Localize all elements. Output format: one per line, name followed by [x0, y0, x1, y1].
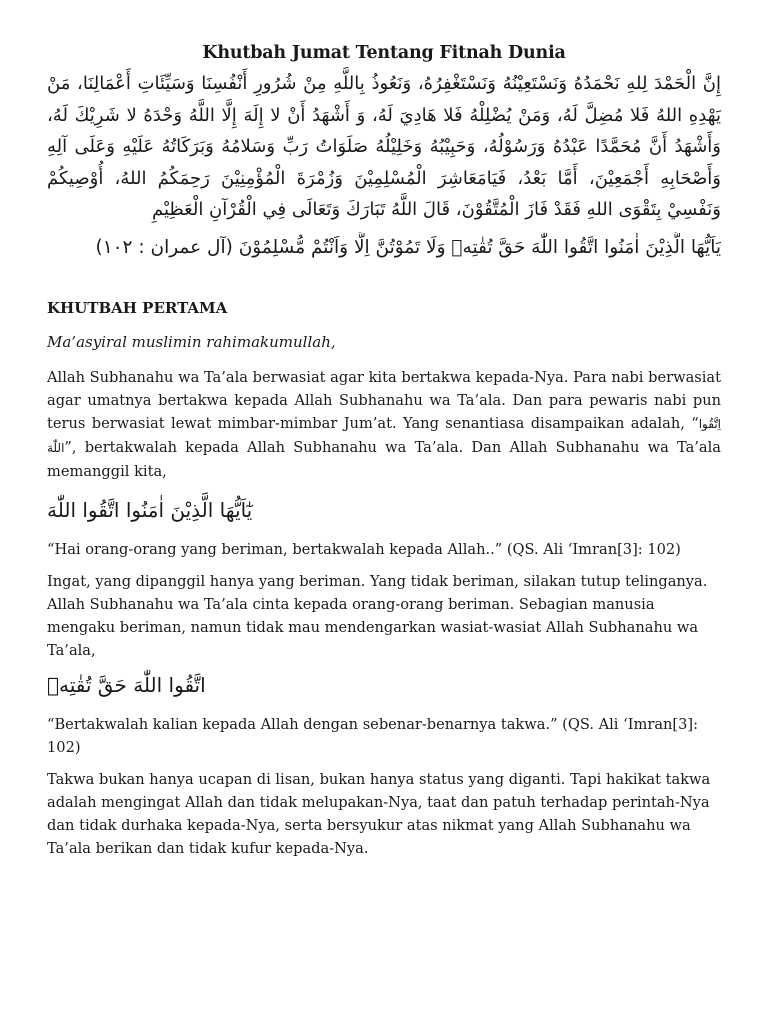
paragraph-text: ”, bertakwalah kepada Allah Subhanahu wa Ta’ala. Dan Allah Subhanahu wa Ta’ala memanggil kita, — [47, 438, 721, 480]
inline-arabic-ittaqullah: اِتَّقُوا اللّٰهَ — [47, 416, 721, 455]
verse-block — [47, 668, 721, 702]
verse-arabic: يٰٓاَيُّهَا الَّذِيْنَ اٰمَنُوا اتَّقُوا اللّٰهَ — [47, 497, 253, 522]
paragraph-taqwa-intro — [47, 366, 721, 483]
paragraph-text: Allah Subhanahu wa Ta’ala berwasiat agar kita bertakwa kepada-Nya. Para nabi berwasiat agar umatnya bertakwa kepada Allah Subhanahu wa Ta’ala. Dan para pewaris nabi pun terus berwasiat lewat mimbar-mimbar Jum’at. Yang senantiasa disampaikan adalah, “ — [47, 368, 721, 432]
opening-arabic-prayer: إِنَّ الْحَمْدَ لِلهِ نَحْمَدُهُ وَنَسْتَعِيْنُهُ وَنَسْتَغْفِرُهُ، وَنَعُوذُ بِاللَّهِ مِنْ شُرُورِ أَنْفُسِنَا وَسَيِّئَاتِ أَعْمَالِنَا، مَنْ يَهْدِهِ اللهُ فَلا مُضِلَّ لَهُ، وَمَنْ يُضْلِلْهُ فَلا هَادِيَ لَهُ، وَ أَشْهَدُ أَنْ لا إِلَهَ إِلَّا اللَّهُ وَحْدَهُ لا شَرِيْكَ لَهُ، وَأَشْهَدُ أَنَّ مُحَمَّدًا عَبْدُهُ وَرَسُوْلُهُ، وَحَبِيْبُهُ وَخَلِيْلُهُ صَلَوَاتُ رَبِّ وَسَلامُهُ وَبَرَكَاتُهُ عَلَيْهِ وَعَلَى آلِهِ وَأَصْحَابِهِ أَجْمَعِيْنَ، أَمَّا بَعْدُ، فَيَامَعَاشِرَ الْمُسْلِمِيْنَ وَزُمْرَةَ الْمُؤْمِنِيْنَ رَحِمَكُمُ اللهُ، أُوْصِيكُمْ وَنَفْسِيْ بِتَقْوَى اللهِ فَقَدْ فَازَ الْمُتَّقُوْنَ، قَالَ اللَّهُ تَبَارَكَ وَتَعَالَى فِي الْقُرْآنِ الْعَظِيْمِ — [47, 73, 721, 220]
spacer — [47, 264, 721, 297]
verse-translation: “Hai orang-orang yang beriman, bertakwalah kepada Allah..” (QS. Ali ‘Imran[3]: 102) — [47, 540, 681, 558]
document-page — [47, 40, 721, 860]
verse-arabic: اتَّقُوا اللّٰهَ حَقَّ تُقٰتِهٖ — [47, 672, 206, 697]
section-heading: KHUTBAH PERTAMA — [47, 298, 228, 317]
paragraph-hakikat-takwa: Takwa bukan hanya ucapan di lisan, bukan hanya status yang diganti. Tapi hakikat takwa adalah mengingat Allah dan tidak melupakan-Nya, taat dan patuh terhadap perintah-Nya dan tidak durhaka kepada-Nya, serta bersyukur atas nikmat yang Allah Subhanahu wa Ta’ala berikan dan tidak kufur kepada-Nya. — [47, 770, 711, 857]
verse-block — [47, 493, 721, 527]
paragraph-iman: Ingat, yang dipanggil hanya yang beriman. Yang tidak beriman, silakan tutup telinganya. Allah Subhanahu wa Ta’ala cinta kepada orang-orang beriman. Sebagian manusia mengaku beriman, namun tidak mau mendengarkan wasiat-wasiat Allah Subhanahu wa Ta’ala, — [47, 572, 708, 659]
verse-translation: “Bertakwalah kalian kepada Allah dengan sebenar-benarnya takwa.” (QS. Ali ‘Imran[3]: 102) — [47, 715, 699, 756]
document-title: Khutbah Jumat Tentang Fitnah Dunia — [202, 43, 566, 63]
opening-quran-verse: يَاَيُّهَا الَّذِيْنَ اٰمَنُوا اتَّقُوا اللّٰهَ حَقَّ تُقٰتِهٖ وَلَا تَمُوْتُنَّ اِلَّا وَاَنْتُمْ مُّسْلِمُوْنَ (آل عمران : ١٠٢) — [95, 236, 721, 258]
salutation: Ma’asyiral muslimin rahimakumullah, — [47, 332, 336, 351]
